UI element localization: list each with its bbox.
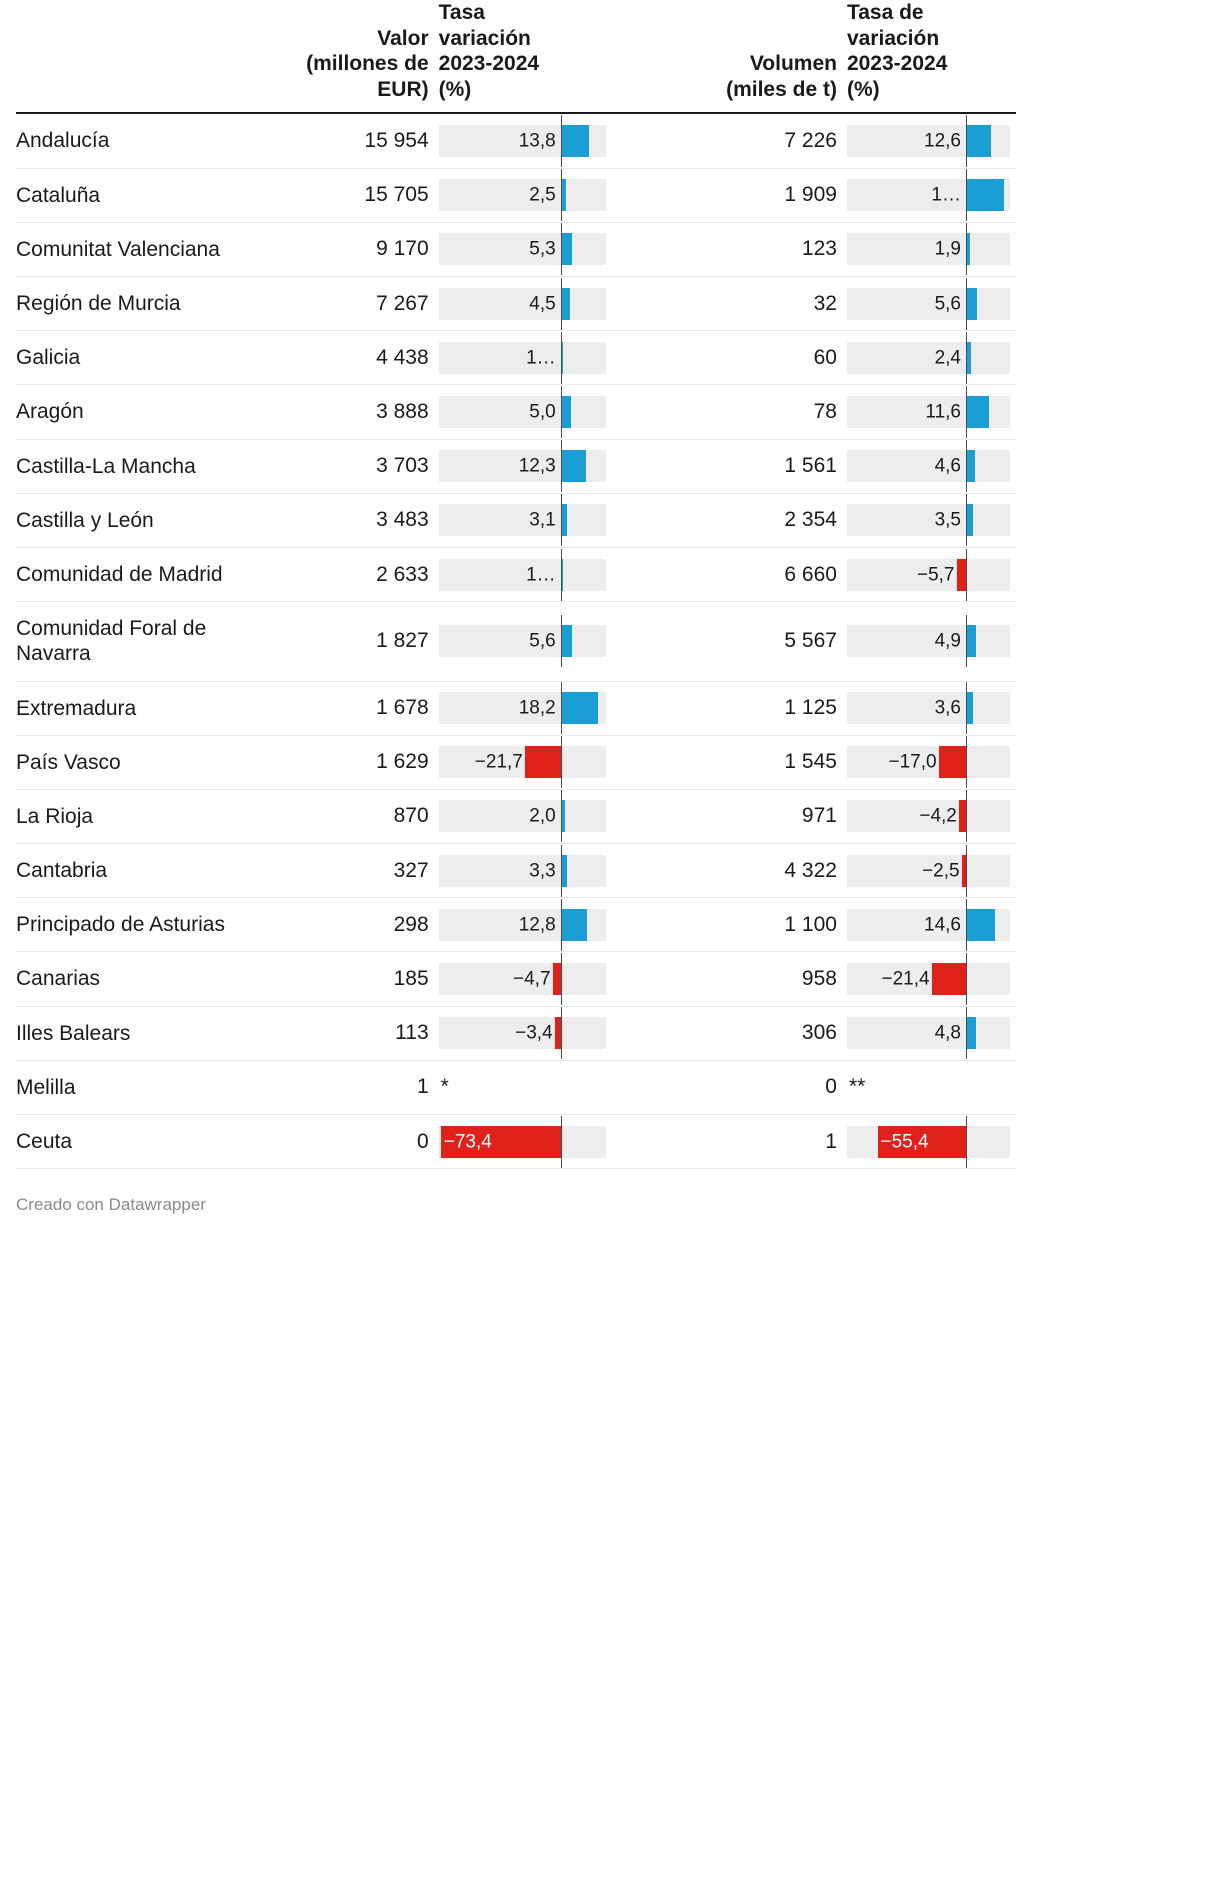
row-volumen-value: 958 <box>612 952 841 1006</box>
rate-bar <box>561 625 572 657</box>
zero-line <box>966 115 968 167</box>
zero-line <box>561 115 563 167</box>
rate-bar-label: 3,5 <box>934 509 961 531</box>
row-volumen-value: 1 561 <box>612 439 841 493</box>
zero-line <box>561 953 563 1005</box>
rate-bar-track <box>847 746 1010 778</box>
zero-line <box>966 845 968 897</box>
column-header-volumen <box>612 0 841 113</box>
rate-bar-cell <box>433 844 612 898</box>
table-row <box>16 331 1016 385</box>
row-volumen-value: 78 <box>612 385 841 439</box>
zero-line <box>966 682 968 734</box>
row-valor-value: 870 <box>253 789 432 843</box>
table-row <box>16 277 1016 331</box>
rate-bar-label: −73,4 <box>443 1131 492 1153</box>
row-valor-value: 3 888 <box>253 385 432 439</box>
row-region-label: Región de Murcia <box>16 277 253 331</box>
zero-line <box>561 1007 563 1059</box>
header-line: (millones de <box>306 52 429 76</box>
header-line: variación <box>438 26 531 50</box>
rate-bar-label: 3,6 <box>934 697 961 719</box>
rate-bar-cell <box>433 952 612 1006</box>
header-line: Valor <box>377 26 429 50</box>
table-row <box>16 222 1016 276</box>
rate-bar-cell <box>433 898 612 952</box>
zero-line <box>561 386 563 438</box>
row-volumen-value: 306 <box>612 1006 841 1060</box>
table-row <box>16 385 1016 439</box>
row-volumen-value: 123 <box>612 222 841 276</box>
header-line: 2023-2024 <box>846 52 948 76</box>
zero-line <box>966 223 968 275</box>
rate-bar-track <box>439 342 606 374</box>
rate-bar-track <box>439 1017 606 1049</box>
rate-bar-label: 14,6 <box>924 914 961 936</box>
rate-bar-cell <box>433 493 612 547</box>
column-header-region <box>16 0 253 113</box>
row-volumen-value: 1 100 <box>612 898 841 952</box>
row-volumen-value: 1 545 <box>612 735 841 789</box>
row-region-label: Cantabria <box>16 844 253 898</box>
row-volumen-value: 2 354 <box>612 493 841 547</box>
rate-bar-track <box>847 963 1010 995</box>
rate-bar-cell <box>433 681 612 735</box>
zero-line <box>561 440 563 492</box>
rate-bar-cell <box>841 222 1016 276</box>
rate-bar-label: 5,6 <box>529 630 556 652</box>
row-volumen-value: 1 909 <box>612 168 841 222</box>
row-valor-value: 4 438 <box>253 331 432 385</box>
rate-bar-cell <box>841 789 1016 843</box>
rate-bar-label: 5,3 <box>529 238 556 260</box>
zero-line <box>966 549 968 601</box>
row-valor-value: 1 629 <box>253 735 432 789</box>
row-valor-value: 15 954 <box>253 113 432 168</box>
row-volumen-value: 32 <box>612 277 841 331</box>
rate-bar-track <box>847 450 1010 482</box>
table-row <box>16 735 1016 789</box>
rate-bar-cell <box>841 681 1016 735</box>
rate-bar <box>561 692 598 724</box>
rate-bar <box>966 179 1004 211</box>
rate-note: * <box>440 1075 449 1099</box>
rate-bar-label: 2,0 <box>529 805 556 827</box>
zero-line <box>966 1007 968 1059</box>
row-volumen-value: 5 567 <box>612 602 841 681</box>
zero-line <box>561 278 563 330</box>
zero-line <box>966 440 968 492</box>
rate-bar-cell <box>433 789 612 843</box>
rate-bar <box>939 746 966 778</box>
row-region-label: Andalucía <box>16 113 253 168</box>
rate-bar-track <box>439 179 606 211</box>
rate-bar-track <box>847 909 1010 941</box>
data-table <box>16 0 1016 1169</box>
row-valor-value: 0 <box>253 1115 432 1169</box>
zero-line <box>966 332 968 384</box>
rate-bar-cell <box>841 385 1016 439</box>
rate-bar-cell <box>433 1115 612 1169</box>
rate-bar-cell <box>433 602 612 681</box>
column-header-tasa-valor <box>433 0 612 113</box>
rate-bar <box>561 233 572 265</box>
table-row <box>16 439 1016 493</box>
row-valor-value: 7 267 <box>253 277 432 331</box>
rate-bar-track <box>439 800 606 832</box>
rate-bar-cell <box>841 439 1016 493</box>
zero-line <box>561 845 563 897</box>
row-valor-value: 1 827 <box>253 602 432 681</box>
table-row <box>16 602 1016 681</box>
rate-bar-track <box>439 855 606 887</box>
zero-line <box>966 736 968 788</box>
header-line: EUR) <box>377 77 429 101</box>
row-region-label: Comunidad de Madrid <box>16 547 253 601</box>
rate-bar-track <box>439 1126 606 1158</box>
rate-bar-cell <box>841 113 1016 168</box>
rate-bar-label: 12,6 <box>924 130 961 152</box>
row-region-label: Aragón <box>16 385 253 439</box>
row-volumen-value: 1 125 <box>612 681 841 735</box>
rate-bar-cell <box>433 439 612 493</box>
row-region-label: Comunidad Foral de Navarra <box>16 602 253 681</box>
rate-bar-cell <box>433 1060 612 1114</box>
rate-bar <box>525 746 560 778</box>
rate-bar-track <box>847 288 1010 320</box>
zero-line <box>561 549 563 601</box>
rate-bar-label: 12,8 <box>518 914 556 936</box>
rate-bar-cell <box>841 1115 1016 1169</box>
rate-bar <box>957 559 966 591</box>
rate-bar <box>561 125 589 157</box>
rate-bar-cell <box>841 898 1016 952</box>
rate-bar-label: 3,1 <box>529 509 556 531</box>
row-valor-value: 9 170 <box>253 222 432 276</box>
rate-bar-label: 2,4 <box>934 347 961 369</box>
rate-bar-track <box>439 909 606 941</box>
row-region-label: Extremadura <box>16 681 253 735</box>
header-line: Tasa de <box>846 1 924 24</box>
rate-bar-label: 1… <box>931 184 961 206</box>
rate-bar-track <box>847 396 1010 428</box>
rate-bar-label: −3,4 <box>515 1022 553 1044</box>
rate-bar-label: −17,0 <box>888 751 937 773</box>
row-valor-value: 3 483 <box>253 493 432 547</box>
rate-bar-track <box>847 625 1010 657</box>
table-row <box>16 1006 1016 1060</box>
row-volumen-value: 0 <box>612 1060 841 1114</box>
table-row <box>16 168 1016 222</box>
row-valor-value: 113 <box>253 1006 432 1060</box>
rate-bar-track <box>847 1126 1010 1158</box>
column-header-tasa-volumen <box>841 0 1016 113</box>
row-valor-value: 1 <box>253 1060 432 1114</box>
row-region-label: Galicia <box>16 331 253 385</box>
table-row <box>16 681 1016 735</box>
rate-bar-cell <box>841 493 1016 547</box>
row-volumen-value: 971 <box>612 789 841 843</box>
zero-line <box>561 736 563 788</box>
row-valor-value: 185 <box>253 952 432 1006</box>
zero-line <box>966 953 968 1005</box>
rate-bar-label: −2,5 <box>922 860 960 882</box>
rate-bar-cell <box>433 547 612 601</box>
rate-bar-label: 4,8 <box>934 1022 961 1044</box>
table-row <box>16 493 1016 547</box>
rate-bar-label: 11,6 <box>925 401 961 423</box>
row-region-label: Canarias <box>16 952 253 1006</box>
table-row <box>16 1060 1016 1114</box>
table-header <box>16 0 1016 113</box>
rate-bar-label: −21,4 <box>881 968 930 990</box>
rate-bar <box>966 396 989 428</box>
zero-line <box>561 899 563 951</box>
rate-bar-track <box>847 1017 1010 1049</box>
row-volumen-value: 4 322 <box>612 844 841 898</box>
rate-bar-cell <box>433 1006 612 1060</box>
row-volumen-value: 1 <box>612 1115 841 1169</box>
row-valor-value: 298 <box>253 898 432 952</box>
rate-bar-label: 1,9 <box>934 238 961 260</box>
table-row <box>16 898 1016 952</box>
rate-bar-label: 18,2 <box>518 697 556 719</box>
zero-line <box>966 1116 968 1168</box>
header-line: Tasa <box>438 1 485 24</box>
rate-bar-label: 4,9 <box>934 630 961 652</box>
row-region-label: Castilla-La Mancha <box>16 439 253 493</box>
rate-bar-track <box>439 504 606 536</box>
rate-bar-cell <box>841 844 1016 898</box>
rate-bar-label: 13,8 <box>518 130 556 152</box>
rate-bar-cell <box>841 952 1016 1006</box>
chart-credit: Creado con Datawrapper <box>16 1195 206 1215</box>
zero-line <box>966 386 968 438</box>
rate-bar-cell <box>841 168 1016 222</box>
rate-bar-label: 3,3 <box>529 860 556 882</box>
rate-bar-track <box>847 800 1010 832</box>
rate-bar-cell <box>841 602 1016 681</box>
header-line: (%) <box>846 77 880 101</box>
rate-bar-track <box>847 692 1010 724</box>
row-volumen-value: 6 660 <box>612 547 841 601</box>
zero-line <box>561 790 563 842</box>
header-line: 2023-2024 <box>438 52 540 76</box>
row-region-label: Cataluña <box>16 168 253 222</box>
rate-bar-track <box>847 342 1010 374</box>
row-region-label: Illes Balears <box>16 1006 253 1060</box>
header-line: (miles de t) <box>726 77 837 101</box>
row-region-label: Castilla y León <box>16 493 253 547</box>
row-volumen-value: 7 226 <box>612 113 841 168</box>
rate-bar <box>932 963 966 995</box>
rate-bar-label: 1… <box>526 564 556 586</box>
zero-line <box>966 899 968 951</box>
rate-bar-label: −4,2 <box>919 805 957 827</box>
rate-bar-label: 2,5 <box>529 184 556 206</box>
rate-bar-label: −4,7 <box>513 968 551 990</box>
row-volumen-value: 60 <box>612 331 841 385</box>
rate-bar-label: 4,6 <box>934 455 961 477</box>
rate-bar-cell <box>841 547 1016 601</box>
rate-bar <box>561 909 587 941</box>
rate-bar-track <box>439 625 606 657</box>
rate-bar-track <box>439 233 606 265</box>
row-region-label: Comunitat Valenciana <box>16 222 253 276</box>
rate-bar-track <box>439 450 606 482</box>
zero-line <box>561 169 563 221</box>
rate-bar-cell <box>433 113 612 168</box>
rate-bar <box>966 288 977 320</box>
rate-bar-label: −5,7 <box>916 564 955 586</box>
rate-bar-cell <box>841 735 1016 789</box>
rate-bar-track <box>439 125 606 157</box>
table-row <box>16 1115 1016 1169</box>
zero-line <box>966 790 968 842</box>
table-row <box>16 844 1016 898</box>
rate-bar-track <box>847 855 1010 887</box>
table-row <box>16 547 1016 601</box>
zero-line <box>561 615 563 667</box>
rate-bar <box>561 450 586 482</box>
header-line: (%) <box>438 77 472 101</box>
zero-line <box>966 494 968 546</box>
rate-bar-cell <box>433 222 612 276</box>
rate-bar-cell <box>433 735 612 789</box>
rate-bar-label: 5,0 <box>529 401 556 423</box>
zero-line <box>966 615 968 667</box>
rate-bar <box>966 125 991 157</box>
rate-bar-track <box>439 963 606 995</box>
rate-bar <box>959 800 966 832</box>
rate-note: ** <box>848 1075 866 1099</box>
table-row <box>16 113 1016 168</box>
rate-bar-label: 4,5 <box>529 293 556 315</box>
rate-bar-track <box>439 692 606 724</box>
rate-bar <box>966 909 995 941</box>
row-region-label: Melilla <box>16 1060 253 1114</box>
rate-bar-cell <box>433 331 612 385</box>
rate-bar <box>553 963 561 995</box>
table-row <box>16 952 1016 1006</box>
rate-bar-cell <box>433 277 612 331</box>
rate-bar-track <box>847 504 1010 536</box>
zero-line <box>561 682 563 734</box>
rate-bar-track <box>439 746 606 778</box>
zero-line <box>966 278 968 330</box>
rate-bar-label: 5,6 <box>934 293 961 315</box>
rate-bar-cell <box>433 385 612 439</box>
zero-line <box>561 223 563 275</box>
header-line: variación <box>846 26 940 50</box>
rate-bar-track <box>439 559 606 591</box>
row-region-label: Principado de Asturias <box>16 898 253 952</box>
rate-bar-cell <box>841 1060 1016 1114</box>
row-valor-value: 15 705 <box>253 168 432 222</box>
column-header-valor <box>253 0 432 113</box>
rate-bar-label: 12,3 <box>518 455 556 477</box>
zero-line <box>561 1116 563 1168</box>
header-line: Volumen <box>749 52 837 76</box>
rate-bar-track <box>847 233 1010 265</box>
zero-line <box>966 169 968 221</box>
rate-bar <box>561 396 571 428</box>
zero-line <box>561 494 563 546</box>
table-body <box>16 113 1016 1168</box>
row-valor-value: 2 633 <box>253 547 432 601</box>
row-region-label: País Vasco <box>16 735 253 789</box>
zero-line <box>561 332 563 384</box>
rate-bar-label: 1… <box>526 347 556 369</box>
row-region-label: Ceuta <box>16 1115 253 1169</box>
rate-bar-cell <box>841 277 1016 331</box>
rate-bar-cell <box>433 168 612 222</box>
rate-bar-track <box>439 288 606 320</box>
table-row <box>16 789 1016 843</box>
row-region-label: La Rioja <box>16 789 253 843</box>
row-valor-value: 327 <box>253 844 432 898</box>
rate-bar-label: −21,7 <box>474 751 523 773</box>
rate-bar-track <box>439 396 606 428</box>
rate-bar-track <box>847 179 1010 211</box>
rate-bar-cell <box>841 331 1016 385</box>
row-valor-value: 3 703 <box>253 439 432 493</box>
rate-bar-label: −55,4 <box>880 1131 929 1153</box>
rate-bar-track <box>847 125 1010 157</box>
rate-bar-cell <box>841 1006 1016 1060</box>
row-valor-value: 1 678 <box>253 681 432 735</box>
rate-bar-track <box>847 559 1010 591</box>
